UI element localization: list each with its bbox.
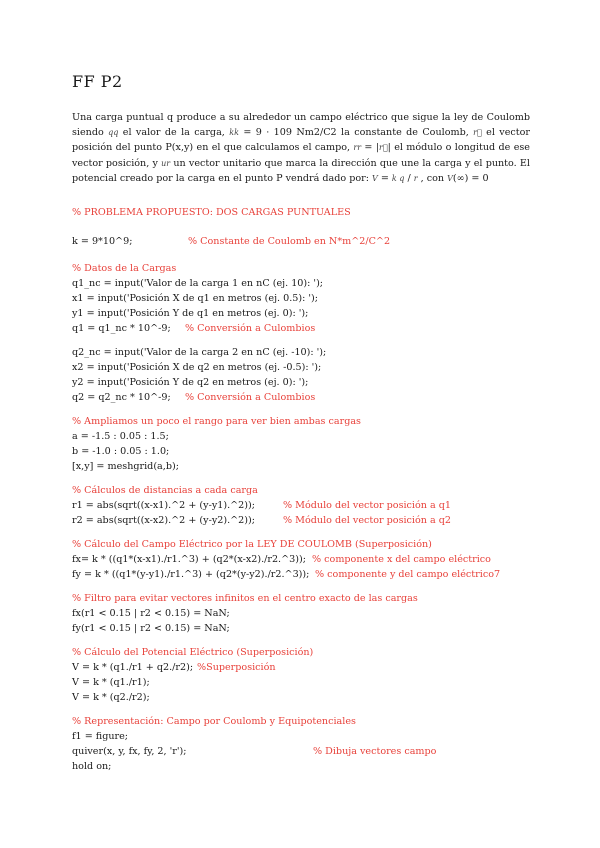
code-comment: % Datos de la Cargas [72,263,177,274]
math-kk: kk [229,128,239,138]
code-inline-comment: % Conversión a Culombios [185,392,316,403]
intro-text: el valor de la carga, [118,127,230,139]
math-v-inf: V [447,173,453,183]
code-line: f1 = figure; [72,731,129,742]
code-inline-comment: % Módulo del vector posición a q1 [283,500,452,511]
math-r-vector: r⃗ [473,128,482,138]
code-comment: % Cálculo del Potencial Eléctrico (Superposición) [72,647,314,658]
code-line: q1 = q1_nc * 10^-9; [72,323,171,334]
math-r-vector: r⃗ [379,143,388,153]
intro-text: Una carga puntual q produce a su alrededor un campo eléctrico que sigue la ley de Coulomb siendo [72,112,530,139]
intro-text: un vector unitario que marca la dirección que une la carga y el punto. El potencial creado por la carga en el punto P vendrá dado por: [72,157,530,184]
code-line: a = -1.5 : 0.05 : 1.5; [72,431,169,442]
code-line: q2_nc = input('Valor de la carga 2 en nC (ej. -10): '); [72,347,327,358]
intro-text: | el módulo o longitud de ese vector posición, y [72,142,530,169]
code-line: [x,y] = meshgrid(a,b); [72,461,179,472]
code-inline-comment: % Módulo del vector posición a q2 [283,515,452,526]
page-title: FF P2 [72,72,123,91]
code-comment: % Cálculo del Campo Eléctrico por la LEY DE COULOMB (Superposición) [72,539,432,550]
code-line: y2 = input('Posición Y de q2 en metros (ej. 0): '); [72,377,309,388]
code-line: fx= k * ((q1*(x-x1)./r1.^3) + (q2*(x-x2)./r2.^3)); [72,554,306,565]
math-ur: ur [161,158,171,168]
math-kq: k q [391,173,405,183]
code-line: x2 = input('Posición X de q2 en metros (ej. -0.5): '); [72,362,322,373]
code-line: fx(r1 < 0.15 | r2 < 0.15) = NaN; [72,608,230,619]
code-inline-comment: % componente y del campo eléctrico7 [315,569,501,580]
code-line: k = 9*10^9; [72,236,133,247]
code-line: y1 = input('Posición Y de q1 en metros (ej. 0): '); [72,308,309,319]
code-comment: % Representación: Campo por Coulomb y Equipotenciales [72,716,356,727]
code-inline-comment: % Dibuja vectores campo [313,746,437,757]
intro-text: = [377,172,392,184]
intro-text: = | [361,142,379,154]
code-line: r1 = abs(sqrt((x-x1).^2 + (y-y1).^2)); [72,500,255,511]
math-rr: rr [353,143,362,153]
intro-text: (∞) = 0 [452,172,489,184]
code-comment: % Filtro para evitar vectores infinitos en el centro exacto de las cargas [72,593,418,604]
code-line: fy = k * ((q1*(y-y1)./r1.^3) + (q2*(y-y2)./r2.^3)); [72,569,310,580]
code-line: V = k * (q1./r1 + q2./r2); [72,662,194,673]
code-line: V = k * (q2./r2); [72,692,150,703]
code-comment: % Cálculos de distancias a cada carga [72,485,258,496]
intro-text: = 9 · 109 Nm2/C2 la constante de Coulomb, [238,127,474,139]
code-comment: % Ampliamos un poco el rango para ver bien ambas cargas [72,416,361,427]
code-inline-comment: % componente x del campo eléctrico [312,554,491,565]
code-line: fy(r1 < 0.15 | r2 < 0.15) = NaN; [72,623,230,634]
code-line: q1_nc = input('Valor de la carga 1 en nC (ej. 10): '); [72,278,324,289]
intro-text: el vector posición del punto P(x,y) en el que calculamos el campo, [72,127,530,154]
code-inline-comment: %Superposición [197,662,276,673]
code-line: V = k * (q1./r1); [72,677,150,688]
code-line: b = -1.0 : 0.05 : 1.0; [72,446,170,457]
code-line: hold on; [72,761,112,772]
code-line: q2 = q2_nc * 10^-9; [72,392,171,403]
math-v: V [371,173,378,183]
math-qq: qq [108,128,119,138]
code-inline-comment: % Constante de Coulomb en N*m^2/C^2 [188,236,391,247]
intro-paragraph [72,110,530,186]
code-line: quiver(x, y, fx, fy, 2, 'r'); [72,746,187,757]
code-line: x1 = input('Posición X de q1 en metros (ej. 0.5): '); [72,293,319,304]
intro-text: , con [417,172,448,184]
code-inline-comment: % Conversión a Culombios [185,323,316,334]
intro-text: / [404,172,414,184]
math-r: r [413,173,418,183]
code-comment: % PROBLEMA PROPUESTO: DOS CARGAS PUNTUALES [72,207,351,218]
code-line: r2 = abs(sqrt((x-x2).^2 + (y-y2).^2)); [72,515,255,526]
